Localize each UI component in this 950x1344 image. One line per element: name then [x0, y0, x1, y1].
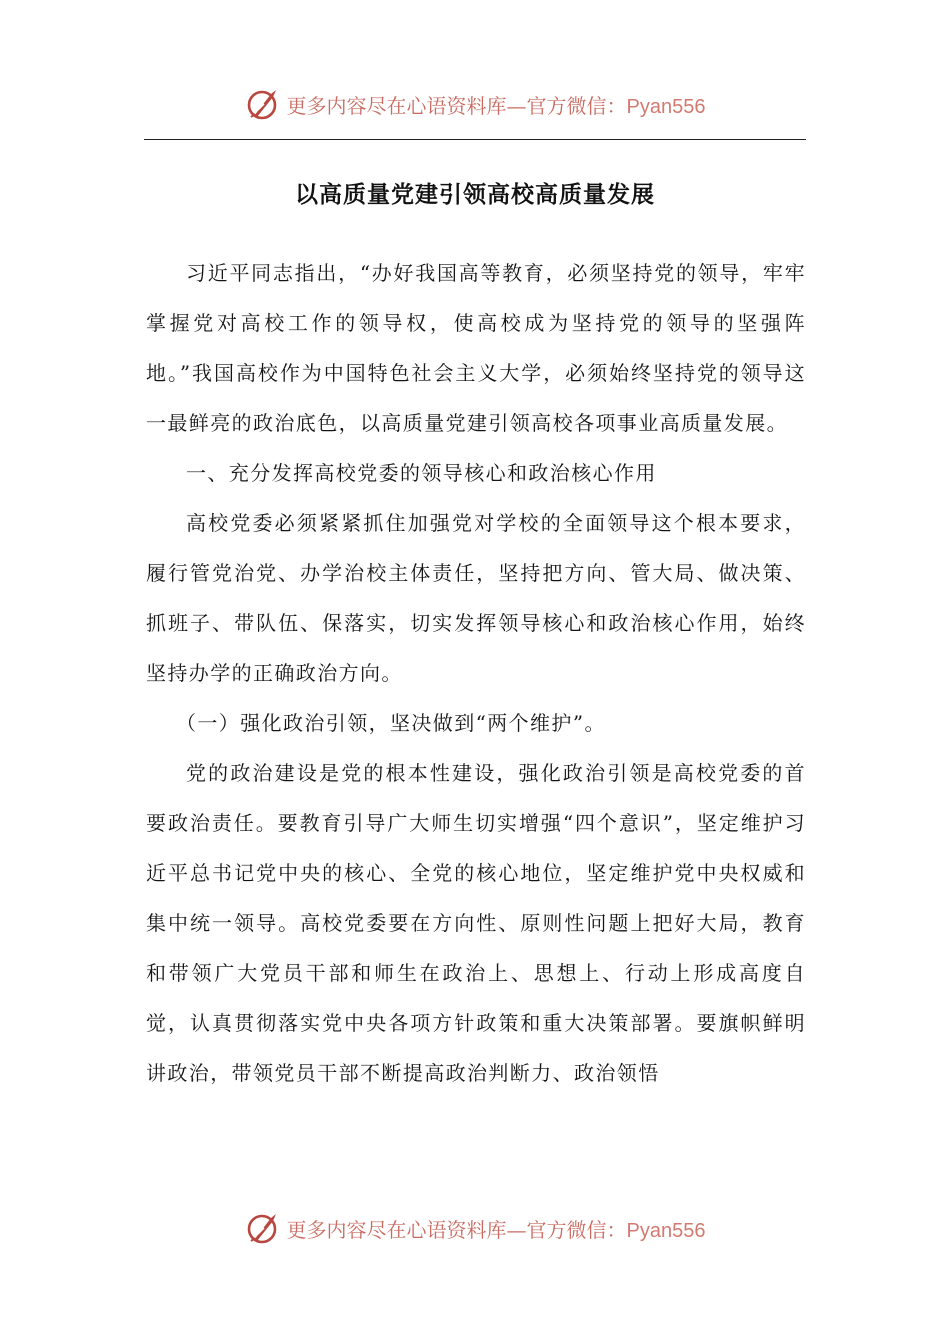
quill-logo-icon	[245, 1210, 281, 1246]
footer-banner	[0, 1208, 950, 1248]
banner-text: 更多内容尽在心语资料库—官方微信：Pyan556	[286, 1217, 706, 1242]
document-body	[146, 248, 806, 1098]
subsection-heading-1: （一）强化政治引领，坚决做到“两个维护”。	[176, 711, 606, 735]
paragraph-subsection-1: 党的政治建设是党的根本性建设，强化政治引领是高校党委的首要政治责任。要教育引导广大师生切实增强“四个意识”，坚定维护习近平总书记党中央的核心、全党的核心地位，坚定维护党中央权威和集中统一领导。高校党委要在方向性、原则性问题上把好大局，教育和带领广大党员干部和师生在政治上、思想上、行动上形成高度自觉，认真贯彻落实党中央各项方针政策和重大决策部署。要旗帜鲜明讲政治，带领党员干部不断提高政治判断力、政治领悟	[146, 761, 806, 1085]
wechat-id: Pyan556	[626, 95, 706, 118]
banner-text: 更多内容尽在心语资料库—官方微信：Pyan556	[286, 93, 706, 118]
paragraph-intro: 习近平同志指出，“办好我国高等教育，必须坚持党的领导，牢牢掌握党对高校工作的领导权，使高校成为坚持党的领导的坚强阵地。”我国高校作为中国特色社会主义大学，必须始终坚持党的领导这一最鲜亮的政治底色，以高质量党建引领高校各项事业高质量发展。	[146, 261, 806, 435]
quill-logo-icon	[245, 86, 281, 122]
wechat-id: Pyan556	[626, 1219, 706, 1242]
header-rule	[144, 139, 806, 140]
section-heading-1: 一、充分发挥高校党委的领导核心和政治核心作用	[186, 461, 657, 485]
document-title: 以高质量党建引领高校高质量发展	[295, 182, 655, 208]
paragraph-section-1: 高校党委必须紧紧抓住加强党对学校的全面领导这个根本要求，履行管党治党、办学治校主体责任，坚持把方向、管大局、做决策、抓班子、带队伍、保落实，切实发挥领导核心和政治核心作用，始终坚持办学的正确政治方向。	[146, 511, 806, 685]
header-banner	[0, 84, 950, 124]
